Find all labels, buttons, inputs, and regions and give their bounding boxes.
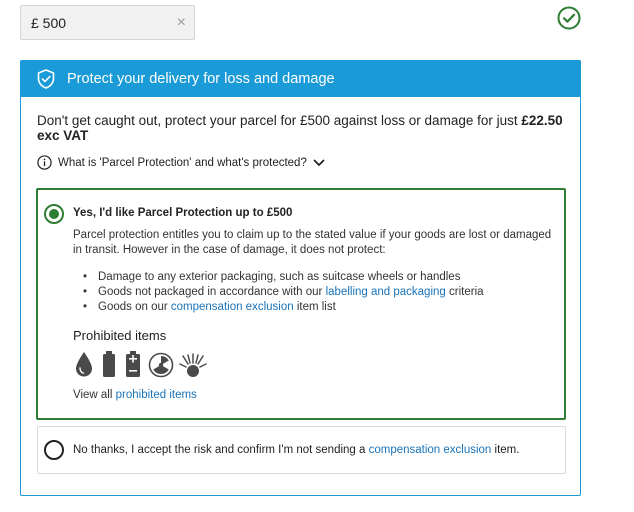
liquid-drop-icon <box>73 350 95 378</box>
whatis-toggle[interactable] <box>37 155 325 170</box>
view-all-prohibited <box>73 389 197 401</box>
parcel-protection-panel <box>20 60 581 496</box>
prohibited-items-link[interactable]: prohibited items <box>115 389 197 401</box>
whatis-label[interactable]: What is 'Parcel Protection' and what's protected? <box>58 156 307 169</box>
battery-icon <box>100 350 118 378</box>
option-no-prefix: No thanks, I accept the risk and confirm I'm not sending a <box>73 444 369 456</box>
compensation-exclusion-link[interactable]: compensation exclusion <box>368 444 492 456</box>
list-item <box>83 285 553 300</box>
list-item-text: Damage to any exterior packaging, such as suitcase wheels or handles <box>98 271 461 283</box>
view-all-prefix: View all <box>73 389 116 401</box>
option-yes-title: Yes, I'd like Parcel Protection up to £500 <box>73 207 293 219</box>
option-no-suffix: item. <box>491 444 520 456</box>
intro-text <box>37 113 567 143</box>
panel-header <box>21 61 580 97</box>
list-item <box>83 300 553 315</box>
intro-copy: Don't get caught out, protect your parcel for £500 against loss or damage for just <box>37 113 522 128</box>
list-item-prefix: Goods on our <box>98 301 171 313</box>
compensation-exclusion-link[interactable]: compensation exclusion <box>170 301 294 313</box>
chevron-down-icon[interactable] <box>313 158 325 168</box>
labelling-packaging-link[interactable]: labelling and packaging <box>325 286 446 298</box>
check-circle-icon <box>557 6 581 30</box>
clear-icon[interactable]: × <box>176 13 186 31</box>
info-icon <box>37 155 52 170</box>
option-no-text <box>73 444 519 456</box>
explosive-icon <box>179 352 207 378</box>
option-yes-description: Parcel protection entitles you to claim up to the stated value if your goods are lost or damaged in transit. However in the case of damage, it does not protect: <box>73 229 552 256</box>
intro-price: £22.50 exc VAT <box>37 113 563 143</box>
protection-option-no[interactable] <box>37 426 566 474</box>
radioactive-icon <box>148 352 174 378</box>
battery-charge-icon <box>123 350 143 378</box>
radio-no[interactable] <box>44 440 64 460</box>
radio-yes[interactable] <box>44 204 64 224</box>
list-item-suffix: criteria <box>445 286 484 298</box>
list-item-suffix: item list <box>293 301 336 313</box>
parcel-value-input[interactable] <box>20 5 195 40</box>
exclusion-list <box>83 270 553 315</box>
panel-title: Protect your delivery for loss and damage <box>67 71 335 87</box>
protection-option-yes[interactable] <box>36 188 566 420</box>
list-item <box>83 270 553 285</box>
prohibited-items-title: Prohibited items <box>73 328 167 343</box>
parcel-value-text[interactable]: £ 500 <box>31 14 67 31</box>
shield-check-icon <box>37 69 55 89</box>
list-item-prefix: Goods not packaged in accordance with our <box>98 286 326 298</box>
prohibited-icons <box>73 350 207 378</box>
